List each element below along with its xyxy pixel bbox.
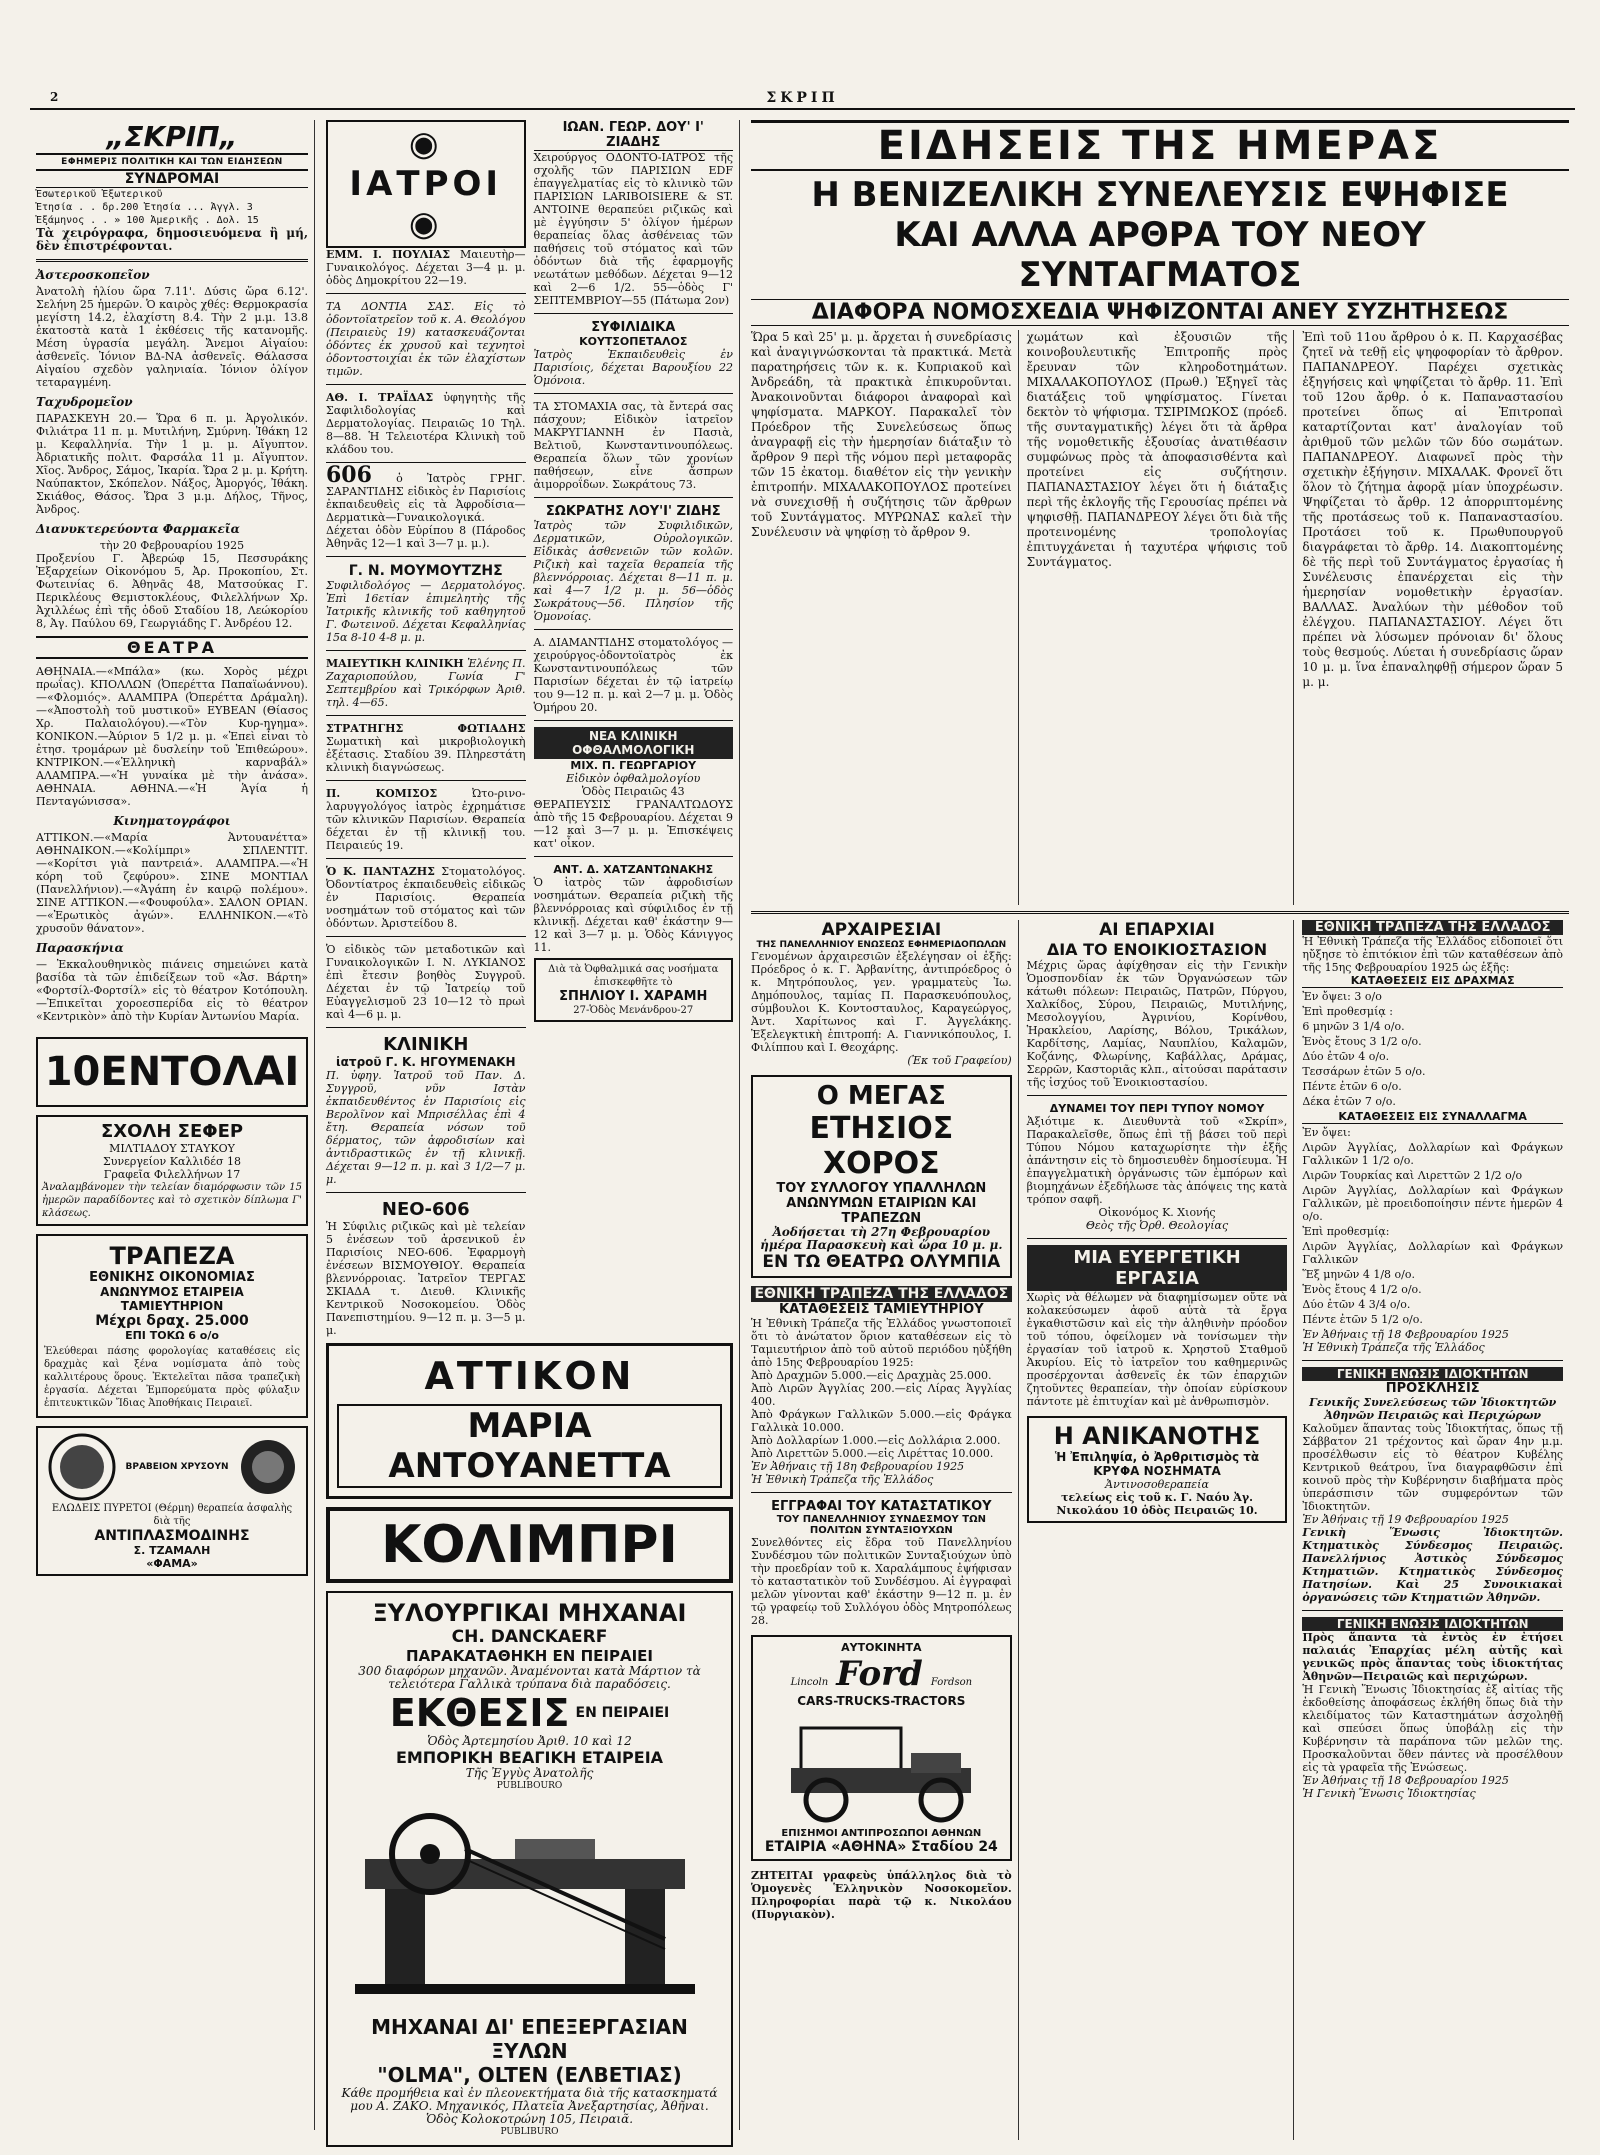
syphilis-title: ΣΥΦΙΛΙΔΙΚΑ	[591, 320, 676, 335]
ad-ball	[751, 1075, 1012, 1278]
newspaper-page	[30, 90, 1575, 2135]
doctor-name: ΙΩΑΝ. ΓΕΩΡ. ΔΟΥ' Ι' ΖΙΑΔΗΣ	[534, 120, 734, 151]
bank2-row: Δέκα ἐτῶν 7 ο/ο.	[1302, 1095, 1396, 1108]
ad-ford	[751, 1635, 1012, 1861]
bank2-fx-row: Λιρῶν Ἀγγλίας, Δολλαρίων καὶ Φράγκων Γαλλικῶν	[1302, 1240, 1564, 1266]
news-subhead: ΚΑΙ ΑΛΛΑ ΑΡΘΡΑ ΤΟΥ ΝΕΟΥ ΣΥΝΤΑΓΜΑΤΟΣ	[894, 215, 1426, 295]
bank-notice-title: ΕΘΝΙΚΗ ΤΡΑΠΕΖΑ ΤΗΣ ΕΛΛΑΔΟΣ	[751, 1286, 1012, 1302]
subscriptions-table	[36, 188, 308, 227]
bank-line: Μέχρι δραχ. 25.000	[95, 1313, 249, 1329]
doctor-name: ΣΤΡΑΤΗΓΗΣ ΦΩΤΙΑΔΗΣ	[326, 722, 526, 735]
exhibition-addr: Ὁδὸς Ἀρτεμησίου Ἀριθ. 10 καὶ 12	[427, 1734, 632, 1748]
school-title: ΣΧΟΛΗ ΣΕΦΕΡ	[100, 1121, 244, 1142]
bank2-row: Ἑνὸς ἔτους 3 1/2 ο/ο.	[1302, 1035, 1422, 1048]
exhibition-where: ΕΝ ΠΕΙΡΑΙΕΙ	[575, 1705, 670, 1721]
ball-line: Ο ΜΕΓΑΣ	[816, 1081, 946, 1111]
doctor-name: Ὁ Κ. ΠΑΝΤΑΖΗΣ	[326, 865, 435, 878]
doctor-text: Ἰατρὸς τῶν Συφιλιδικῶν, Δερματικῶν, Οὐρολογικῶν. Εἰδικὰς ἀσθενειῶν τῶν κολῶν. Ριζικὴ καὶ ταχεῖα θεραπεία τῆς βλεννόρροιας. Δέχεται 8—11 π. μ. καὶ 4—7 1/2 μ. μ. 56—ὁδὸς Σωκράτους—56. Πλησίον τῆς Ὁμονοίας.	[533, 519, 733, 623]
quinine-text: ΕΛΩΔΕΙΣ ΠΥΡΕΤΟΙ (Θέρμη) θεραπεία ἀσφαλὴς διὰ τῆς	[51, 1503, 293, 1527]
school-line: Συνεργείον Καλλιδέσ 18	[103, 1155, 241, 1168]
owners2-date: Ἐν Ἀθήναις τῇ 18 Φεβρουαρίου 1925	[1302, 1774, 1509, 1787]
agency-mark: PUBLIBURO	[500, 2127, 559, 2137]
doctor-text: Χειρούργος ΟΔΟΝΤΟ-ΙΑΤΡΟΣ τῆς σχολῆς τῶν ΠΑΡΙΣΙΩΝ EDF ἐπαγγελματίας εἰς τὸ κλινικὸ τῶν ΠΑΡΙΣΙΩΝ LARIBOISIERE & ST. ANTOINE θεραπεύει ριζικῶς καὶ μὲ ἐγγύησιν 5' ὀλίγον ἡμέρων θεραπείας ὅλας ἀσθένειας τῶν παθήσεις τοῦ στόματος καὶ τῶν ὀδόντων διὰ τῆς ἐφαρμογῆς νεωτάτων μεθόδων. Δέχεται 9—12 καὶ 2—6 1/2. 55—ὁδὸς Γ' ΣΕΠΤΕΜΒΡΙΟΥ—55 (Πάτωμα 2ον)	[533, 151, 733, 307]
registration-sub: ΤΟΥ ΠΑΝΕΛΛΗΝΙΟΥ ΣΥΝΔΕΣΜΟΥ ΤΩΝ ΠΟΛΙΤΩΝ ΣΥΝΤΑΞΙΟΥΧΩΝ	[776, 1514, 986, 1536]
elections-source: (Ἐκ τοῦ Γραφείου)	[907, 1054, 1012, 1067]
cinemas-text: ΑΤΤΙΚΟΝ.—«Μαρία Ἀντουανέττα» ΑΘΗΝΑΙΚΟΝ.—«Κολίμπρι» ΣΠΛΕΝΤΙΤ.—«Κορίτσι γιὰ παντρειά». ΑΛΑΜΠΡΑ.—«Ἡ κόρη τοῦ ζεφύρου». ΣΙΝΕ ΜΟΝΤΙΑΛ (Πανελλήνιον).—«Ἀγάπη ἐν καιρῷ πολέμου». ΣΙΝΕ ΑΤΤΙΚΟΝ.—«Φουφούλα». ΣΑΛΟΝ ΟΡΙΑΝ.—«Ἐρωτικὸς ἀγών». ΕΛΛΗΝΙΚΟΝ.—«Τὸ χρυσοῦν θάνατον».	[36, 831, 308, 935]
incapacity-sub: Ἡ Ἐπιληψία, ὁ Ἀρθριτισμὸς τὰ ΚΡΥΦΑ ΝΟΣΗΜΑΤΑ	[1054, 1450, 1260, 1478]
section-backstage: Παρασκήνια	[36, 941, 124, 955]
owners-sub2: Γενικῆς Συνελεύσεως τῶν Ἰδιοκτητῶν Ἀθηνῶν Πειραιῶς καὶ Περιχώρων	[1309, 1396, 1557, 1422]
provinces-title: ΑΙ ΕΠΑΡΧΙΑΙ	[1099, 920, 1215, 940]
elections-title: ΑΡΧΑΙΡΕΣΙΑΙ	[821, 920, 942, 940]
ad-ten-commandments: 10ΕΝΤΟΛΑΙ	[36, 1037, 308, 1107]
attikon-title: ΑΤΤΙΚΟΝ	[424, 1354, 635, 1398]
owners-sub: ΠΡΟΣΚΛΗΣΙΣ	[1385, 1381, 1480, 1396]
ad-quinine	[36, 1426, 308, 1576]
elections-text: Γενομένων ἀρχαιρεσιῶν ἐξελέγησαν οἱ ἑξῆς: Πρόεδρος ὁ κ. Γ. Ἀρβανίτης, ἀντιπρόεδρος ὁ κ. Μητρόπουλος, γεν. γραμματεὺς Ἰω. Δημόπουλος, ταμίας Π. Παρασκευόπουλος, σύμβουλοι Κ. Κοντοσταυλος, Καραγεώργος, Ἀντ. Χαρίτωνος καὶ Γ. Ἀγγελάκης. Ἐξελεγκτικὴ ἐπιτροπή: Α. Γιαννικόπουλος, Ι. Φιλίππου καὶ Ι. Θεοχάρης.	[751, 950, 1012, 1054]
ford-fordson: Fordson	[930, 1677, 973, 1688]
ball-line: ΕΝ ΤΩ ΘΕΑΤΡΩ ΟΛΥΜΠΙΑ	[762, 1252, 1001, 1272]
subs-row: Ἑξάμηνος . . » 100 Ἀμερικῆς . Δολ. 15	[36, 215, 259, 226]
doctor-name: ΕΜΜ. Ι. ΠΟΥΛΙΑΣ	[326, 248, 450, 261]
school-line: ΜΙΛΤΙΑΔΟΥ ΣΤΑΥΚΟΥ	[109, 1142, 235, 1155]
exhibition-company: ΕΜΠΟΡΙΚΗ ΒΕΑΓΙΚΗ ΕΤΑΙΡΕΙΑ	[395, 1748, 664, 1767]
column-news	[745, 120, 1575, 2130]
incapacity-sub2: Ἀντινοσοθεραπεία	[1105, 1478, 1209, 1491]
subs-row: Ἐτησία . . δρ.200 Ἐτησία ... Ἀγγλ. 3	[36, 202, 253, 213]
machines2-title: ΜΗΧΑΝΑΙ ΔΙ' ΕΠΕΞΕΡΓΑΣΙΑΝ ΞΥΛΩΝ	[371, 2015, 688, 2063]
eye-clinic-name: ΜΙΧ. Π. ΓΕΩΡΓΑΡΙΟΥ	[570, 759, 697, 772]
ford-top: ΑΥΤΟΚΙΝΗΤΑ	[841, 1641, 922, 1654]
eye-icon: ◉	[408, 204, 443, 244]
medal-icon	[47, 1432, 117, 1502]
optician-addr: 27-Ὁδὸς Μενάνδρου-27	[573, 1005, 694, 1016]
bank-line: ΕΠΙ ΤΟΚΩ 6 ο/ο	[125, 1329, 219, 1342]
bank2-row: 6 μηνῶν 3 1/4 ο/ο.	[1302, 1020, 1405, 1033]
bank-line: ΤΑΜΙΕΥΤΗΡΙΟΝ	[120, 1299, 224, 1313]
bank-notice-row: Ἀπὸ Λιρῶν Ἀγγλίας 200.—εἰς Λίρας Ἀγγλίας 400.	[751, 1382, 1012, 1408]
section-post: Ταχυδρομεῖον	[36, 395, 133, 409]
bank-notice-row: Ἀπὸ Δολλαρίων 1.000.—εἰς Δολλάρια 2.000.	[751, 1434, 1001, 1447]
ford-sub: CARS-TRUCKS-TRACTORS	[797, 1694, 966, 1708]
ad-attikon	[326, 1343, 733, 1499]
ad-kolimpri: ΚΟΛΙΜΠΡΙ	[326, 1507, 733, 1583]
incapacity-title: Η ΑΝΙΚΑΝΟΤΗΣ	[1053, 1422, 1261, 1450]
optician-line: Διὰ τὰ Ὀφθαλμικά σας νοσήματα	[548, 964, 719, 975]
news-subhead: ΔΙΑΦΟΡΑ ΝΟΜΟΣΧΕΔΙΑ ΨΗΦΙΖΟΝΤΑΙ ΑΝΕΥ ΣΥΖΗΤΗΣΕΩΣ	[751, 299, 1569, 326]
wanted-ad: ΖΗΤΕΙΤΑΙ γραφεὺς ὑπάλληλος διὰ τὸ Ὁμογενὲς Ἑλληνικὸν Νοσοκομεῖον. Πληροφορίαι παρὰ τῷ κ. Νικολάου (Πυργιακὸν).	[751, 1869, 1012, 1921]
bank-notice-date: Ἐν Ἀθήναις τῇ 18η Φεβρουαρίου 1925	[751, 1460, 965, 1473]
bank-title: ΤΡΑΠΕΖΑ	[109, 1242, 235, 1270]
page-number: 2	[50, 90, 63, 104]
pharmacies-date: τὴν 20 Φεβρουαρίου 1925	[99, 539, 245, 552]
doctor-name: ΜΑΙΕΥΤΙΚΗ ΚΛΙΝΙΚΗ	[326, 657, 464, 670]
subscriptions-note: Τὰ χειρόγραφα, δημοσιευόμενα ἢ μή, δὲν ἐπιστρέφονται.	[36, 226, 308, 253]
news-subhead: Η ΒΕΝΙΖΕΛΙΚΗ ΣΥΝΕΛΕΥΣΙΣ ΕΨΗΦΙΣΕ	[811, 175, 1509, 215]
section-observatory: Ἀστεροσκοπεῖον	[36, 268, 150, 282]
award-label: ΒΡΑΒΕΙΟΝ ΧΡΥΣΟΥΝ	[125, 1462, 229, 1472]
machines2-text: Κάθε προμήθεια καὶ ἐν πλεονεκτήματα διὰ τῆς κατασκηματά μου Α. ΖΑΚΟ. Μηχανικός, Πλατεῖα Ἀνεξαρτησίας, Ἀθῆναι. Ὁδὸς Κολοκοτρώνη 105, Πειραιᾶ.	[341, 2086, 718, 2126]
bank-notice-sign: Ἡ Ἐθνικὴ Τράπεζα τῆς Ἑλλάδος	[751, 1473, 934, 1486]
bank-notice-row: Ἀπὸ Φράγκων Γαλλικῶν 5.000.—εἰς Φράγκα Γαλλικὰ 10.000.	[751, 1408, 1012, 1434]
doctor-name: 606	[326, 462, 372, 488]
section-pharmacies: Διανυκτερεύοντα Φαρμακεῖα	[36, 522, 240, 536]
doctor-name: ΣΩΚΡΑΤΗΣ ΛΟΥ'Ι' ΖΙΔΗΣ	[545, 504, 721, 519]
bank2-row: Τεσσάρων ἐτῶν 5 ο/ο.	[1302, 1065, 1426, 1078]
section-theatres: ΘΕΑΤΡΑ	[36, 636, 308, 659]
provinces-text: Μέχρις ὥρας ἀφίχθησαν εἰς τὴν Γενικὴν Ὁμοσπονδίαν ἐκ τῶν Ὀργανώσεων τῶν κάτωθι πόλεων: Πειραιῶς, Πατρῶν, Πύργου, Χαλκίδος, Σύρου, Πειραιῶς, Μυτιλήνης, Μεσολογγίου, Ἀγρινίου, Κορίνθου, Ἡρακλείου, Λαρίσης, Βόλου, Τρικάλων, Καρδίτσης, Λαμίας, Ναυπλίου, Καλαμῶν, Κοζάνης, Φλωρίνης, Καβάλλας, Δράμας, Σερρῶν, Καστοριᾶς κλπ., αἰτούσαι παράτασιν τῆς ἰσχύος τοῦ Ἐνοικιοστασίου.	[1026, 959, 1288, 1089]
bank2-title: ΕΘΝΙΚΗ ΤΡΑΠΕΖΑ ΤΗΣ ΕΛΛΑΔΟΣ	[1302, 920, 1563, 935]
press-law-sign2: Θεὸς τῆς Ὀρθ. Θεολογίας	[1085, 1219, 1229, 1232]
medal-icon	[238, 1437, 298, 1497]
column-middle	[320, 120, 740, 2137]
machines-text: 300 διαφόρων μηχανῶν. Ἀναμένονται κατὰ Μάρτιον τὰ τελειότερα Γαλλικὰ τρύπανα διὰ παραδόσεις.	[358, 1664, 701, 1691]
running-header	[30, 90, 1575, 110]
bank2-fx-row: Ἐν ὄψει:	[1302, 1126, 1351, 1139]
owners-title: ΓΕΝΙΚΗ ΕΝΩΣΙΣ ΙΔΙΟΚΤΗΤΩΝ	[1302, 1367, 1563, 1381]
bank-subtitle: ΕΘΝΙΚΗΣ ΟΙΚΟΝΟΜΙΑΣ	[89, 1270, 255, 1285]
theatres-text: ΑΘΗΝΑΙΑ.—«Μπάλα» (κω. Χορὸς μέχρι πρωΐας). ΚΠΟΛΛΩΝ (Ὀπερέττα Παπαϊωάννου).—«Φλομιός». ΑΛΑΜΠΡΑ (Ὀπερέττα Δράμαλη).—«Ἀποστολὴ τοῦ μυστικοῦ» ΕΥΒΕΑΝ (Θίασος Χρ. Παλαιολόγου).—«Τὸν Κυρ-ηγημα». ΚΟΝΙΚΟΝ.—Ἀύριον 5 1/2 μ. μ. «Ἐπεὶ εἶναι τὸ ἐτησ. τρομάρων μὲ δυσλείην τοῦ Ἐπιθεώρου». ΚΝΤΡΙΚΟΝ.—«Ἑλληνικὴ καρναβάλ» ΑΛΑΜΠΡΑ.—«Ἡ γυναίκα μὲ τὴν ἀνάσα». ΑΘΗΝΑΙΑ. ΑΘΗΝΑ.—«Ἡ Ἁγία ἡ Πενταγώνισσα».	[36, 665, 308, 808]
column-left	[30, 120, 315, 2130]
syphilis-text: Ἰατρὸς Ἐκπαιδευθεὶς ἐν Παρισίοις, δέχεται Βαρουξίου 22 Ὁμόνοια.	[533, 348, 733, 387]
bank2-fx-row: Ἐπὶ προθεσμίᾳ:	[1302, 1225, 1390, 1238]
agency-mark: PUBLIBOURO	[496, 1781, 563, 1791]
stomach-text: ΤΑ ΣΤΟΜΑΧΙΑ σας, τὰ ἔντερά σας πάσχουν; Εἰδικὸν ἰατρεῖον ΜΑΚΡΥΓΙΑΝΝΗ ἐν Πασιὰ, Βελτιοῦ, Κωνσταντινουπόλεως. Θεραπεία ὅλων τῶν χρονίων παθήσεων, εἶνε ἄσπρων ἀιμορροΐδων. Σωκράτους 73.	[533, 400, 733, 491]
news-column: Ἐπὶ τοῦ 11ου ἄρθρου ὁ κ. Π. Καρχασέβας ζητεῖ νὰ τεθῇ εἰς ψηφοφορίαν τὸ ἄρθρον. ΠΑΠΑΝΔΡΕΟΥ. Παρέχει σχετικὰς ἐξηγήσεις καὶ ψηφίζεται τὸ ἄρθρ. 11. Ἐπὶ τοῦ 12ου ἄρθρ. ὁ κ. Παπαναστασίου προτείνει ὅπως αἱ Ἐπιτροπαὶ καταρτίζονται κατ' ἀναλογίαν τοῦ ἀριθμοῦ τῶν μελῶν τῶν δύο σωμάτων. ΠΑΠΑΝΔΡΕΟΥ. Διαφωνεῖ πρὸς τὴν σχετικὴν ἐξήγησιν. ΜΙΧΑΛΑΚ. Φρονεῖ ὅτι ὅλον τὸ ζήτημα ἀφορᾷ μίαν ὑποχρέωσιν. Ψηφίζεται τὸ ἄρθρ. 12 ἀπορριπτομένης τῆς προτάσεως τοῦ κ. Παπαναστασίου. Προτάσει τοῦ κ. Πρωθυπουργοῦ διαγράφεται τὸ ἄρθρ. 14. Διακοπτομένης δὲ τῆς περὶ τοῦ Συντάγματος ἐργασίας ἡ Συνέλευσις ἐπανέρχεται εἰς τὴν ἡμερησίαν νομοθετικὴν ἐργασίαν. ΒΑΛΛΑΣ. Ἀναλύων τὴν μέθοδον τοῦ ἐλέγχου. ΠΑΠΑΝΑΣΤΑΣΙΟΥ. Λέγει ὅτι πρέπει νὰ λύσωμεν πρόνοιαν δι' ὅλους τοὺς θεσμούς. Λύεται ἡ συνεδρίασις ὥραν 10 μ. μ. ἵνα ἐπαναληφθῇ σήμερον ὥραν 5 μ. μ.	[1302, 330, 1564, 689]
bank2-fx-row: Δύο ἐτῶν 4 3/4 ο/ο.	[1302, 1298, 1411, 1311]
ford-logo: Ford	[836, 1654, 923, 1694]
exhibition-company-sub: Τῆς Ἐγγὺς Ἀνατολῆς	[465, 1766, 594, 1780]
school-line: Γραφεῖα Φιλελλήνων 17	[103, 1168, 241, 1181]
doctor-text: ὑφηγητὴς τῆς Σαφιλιδολογίας καὶ Δερματολογίας. Πειραιῶς 10 Τηλ. 8—88. Ἡ Τελειοτέρα Κλινικὴ τοῦ κλάδου του.	[326, 391, 526, 456]
pharmacies-text: Προξενίου Γ. Ἀβερώφ 15, Πεσσυράκης Ἐξαρχείων Οἰκονόμου 5, Ἀρ. Προκοπίου, Στ. Φωτεινίας 6. Ἀθηνᾶς 48, Ματσούκας Γ. Περικλέους Θεμιστοκλέους, Φιλελλήνων Χρ. Ἀχιλλέως ἐπὶ τῆς ὁδοῦ Σταδίου 18, Λεώκορίου 8, Ἀγ. Παύλου 69, Γεωργιάδης Γ. Ἀνδρέου 12.	[36, 552, 308, 630]
ad-incapacity	[1027, 1416, 1288, 1523]
school-text: Ἀναλαμβάνομεν τὴν τελείαν διαμόρφωσιν τῶν 15 ἡμερῶν παραδίδοντες καὶ τὸ σχετικὸν δίπλωμα Γ' κλάσεως.	[42, 1182, 302, 1219]
eye-clinic-title: ΝΕΑ ΚΛΙΝΙΚΗ ΟΦΘΑΛΜΟΛΟΓΙΚΗ	[534, 727, 734, 759]
owners-date: Ἐν Ἀθήναις τῇ 19 Φεβρουαρίου 1925	[1302, 1513, 1509, 1526]
lathe-machine-icon	[335, 1799, 725, 2009]
ad-bank-economy	[36, 1234, 308, 1418]
doctor-name: ΑΝΤ. Δ. ΧΑΤΖΑΝΤΩΝΑΚΗΣ	[553, 863, 714, 876]
backstage-text: — Ἐκκαλουθηνικὸς πιάνεις σημειώνει κατὰ βασίδα τὰ τῶν ἐπιδείξεων τοῦ «Ἀσ. Βάρτη» «Φορτσίλ-Φορτσίλ» εἰς τὸ θέατρον Κοτόπουλη. —Ἐπικεῖται χοροεσπερίδα εἰς τὸ θέατρον «Κεντρικὸν» ἀπὸ τὴν Κυρίαν Ἀντωνίου Μαρία.	[36, 958, 308, 1023]
bank2-date: Ἐν Ἀθήναις τῇ 18 Φεβρουαρίου 1925	[1302, 1328, 1509, 1341]
quinine-name: ΑΝΤΙΠΛΑΣΜΟΔΙΝΗΣ	[94, 1528, 250, 1544]
bank2-row: Δύο ἐτῶν 4 ο/ο.	[1302, 1050, 1390, 1063]
neo606-text: Ἡ Σύφιλις ριζικῶς καὶ μὲ τελείαν 5 ἐνέσεων τοῦ ἀρσενικοῦ ἐν Παρισίοις ΝΕΟ-606. Ἐφαρμογὴ ἐνέσεων ΒΙΣΜΟΥΘΙΟΥ. Θεραπεία βλεννόρροιας. Ἰατρεῖον ΤΕΡΓΑΣ ΣΚΙΑΔΑ τ. Διευθ. Κλινικῆς Κεντρικοῦ Νοσοκομείου. Ὁδὸς Πανεπιστημίου. 9—12 π. μ. 3—5 μ. μ.	[326, 1220, 526, 1337]
bank2-fx-row: Ἕξ μηνῶν 4 1/8 ο/ο.	[1302, 1268, 1416, 1281]
optician-line: ἐπισκεφθῆτε τὸ	[593, 977, 673, 988]
doctor-text: Μαιευτὴρ—Γυναικολόγος. Δέχεται 3—4 μ. μ. ὁδὸς Δημοκρίτου 22—19.	[326, 248, 526, 287]
eye-clinic-sub: Εἰδικὸν ὀφθαλμολογίου	[566, 772, 701, 785]
registration-text: Συνελθόντες εἰς ἔδρα τοῦ Πανελληνίου Συνδέσμου τῶν πολιτικῶν Συνταξιούχων ὑπὸ τὴν προεδρίαν τοῦ κ. Χαραλάμπους ἐψήφισαν τὸ καταστατικὸν τοῦ Συνδέσμου. Αἱ ἐγγραφαὶ μελῶν γίνονται καθ' ἑκάστην 9—12 π. μ. ἐν τῷ γραφείῳ τοῦ Συλλόγου ὁδὸς Μητροπόλεως 28.	[751, 1536, 1012, 1627]
ball-line: ΕΤΗΣΙΟΣ ΧΟΡΟΣ	[809, 1111, 954, 1181]
clinic-name: ἰατροῦ Γ. Κ. ΗΓΟΥΜΕΝΑΚΗ	[335, 1055, 516, 1069]
bank2-fx-row: Λιρῶν Ἀγγλίας, Δολλαρίων καὶ Φράγκων Γαλλικῶν, μὲ προειδοποίησιν πέντε ἡμερῶν 4 ο/ο.	[1302, 1184, 1564, 1223]
bank2-row: Ἐπὶ προθεσμίᾳ :	[1302, 1005, 1394, 1018]
bank2-fx-row: Πέντε ἐτῶν 5 1/2 ο/ο.	[1302, 1313, 1423, 1326]
registration-title: ΕΓΓΡΑΦΑΙ ΤΟΥ ΚΑΤΑΣΤΑΤΙΚΟΥ	[771, 1499, 992, 1514]
exhibition-title: ΕΚΘΕΣΙΣ	[389, 1691, 570, 1735]
eye-icon: ◉	[408, 124, 443, 164]
bank2-fx-row: Λιρῶν Ἀγγλίας, Δολλαρίων καὶ Φράγκων Γαλλικῶν 1 1/2 ο/ο.	[1302, 1141, 1564, 1167]
post-text: ΠΑΡΑΣΚΕΥΗ 20.— Ὥρα 6 π. μ. Ἀργολικόν. Φιλιάτρα 11 π. μ. Μυτιλήνη, Σμύρνη. Ἰθάκη 12 μ. Κεφαλληνία. Τὴν 1 μ. μ. Αἴγυπτον. Ἀδριατικῆς πολιτ. Φαρσάλα 11 μ. Αἴγυπτον. Χῖος. Ἄνδρος, Σάμος, Ἰκαρία. Ὥρα 2 μ. μ. Κρήτη. Ναύπακτον, Σκόπελον. Νάξος, Ἀμοργός, Ἰθάκη. Σκιάθος, Θάσος. Ὥρα 3 μ.μ. Δήλος, Τῆνος, Ἀνδρος.	[36, 412, 308, 516]
bank2-fx-title: ΚΑΤΑΘΕΣΕΙΣ ΕΙΣ ΣΥΝΑΛΛΑΓΜΑ	[1302, 1110, 1563, 1124]
owners-text: Καλοῦμεν ἅπαντας τοὺς Ἰδιοκτήτας, ὅπως τῇ Σάββατον 21 τρέχοντος καὶ ὥραν 4ην μ.μ. προσέλθωσιν εἰς τὸ θέατρον Κυβέλης Κεντρικοῦ θεάτρου, ἵνα διαγραφθῶσιν ἐπὶ κοινοῦ πρὸς τὴν Κυβέρνησιν διαβήματα πρὸς ὑπεράσπισιν τῶν συμφερόντων τῶν Ἰδιοκτητῶν.	[1302, 1422, 1564, 1513]
owners2-sign: Ἡ Γενικὴ Ἕνωσις Ἰδιοκτησίας	[1302, 1787, 1476, 1800]
doctor-text: Ἑλένης Π. Ζαχαριοπούλου, Γωνία Γ' Σεπτεμβρίου καὶ Τρικόρφων Ἀριθ. τηλ. 4—65.	[326, 657, 526, 709]
ford-lincoln: Lincoln	[790, 1677, 829, 1688]
doctors-banner	[326, 120, 526, 248]
bank-line: ΑΝΩΝΥΜΟΣ ΕΤΑΙΡΕΙΑ	[100, 1285, 244, 1299]
press-law-text: Ἀξιότιμε κ. Διευθυντὰ τοῦ «Σκρίπ», Παρακαλεῖσθε, ὅπως ἐπὶ τῇ βάσει τοῦ περὶ Τύπου Νόμου καταχωρίσητε τὴν ἑξῆς ἀπάντησιν εἰς τὸ δημοσιευθὲν δημοσίευμα. Ἡ ἐπαγγελματικὴ ὀργάνωσις τῶν ἐμπόρων καὶ βιομηχάνων ἐξεδήλωσε τὰς ἀπόψεις της κατὰ τρόπον σαφῆ.	[1026, 1115, 1288, 1206]
doctor-text: Ὁ ἰατρὸς τῶν ἀφροδισίων νοσημάτων. Θεραπεία ριζικὴ τῆς βλεννόρροιας καὶ σύφιλιδος ἐν τῇ κλινικῇ. Δέχεται καθ' ἑκάστην 9—12 καὶ 3—7 μ. μ. Ὁδὸς Κάνιγγος 11.	[533, 876, 733, 954]
bank2-fx-row: Λιρῶν Τουρκίας καὶ Λιρεττῶν 2 1/2 ο/ο	[1302, 1169, 1523, 1182]
ball-line: ΤΟΥ ΣΥΛΛΟΓΟΥ ΥΠΑΛΛΗΛΩΝ	[776, 1181, 987, 1196]
doctor-name: Π. ΚΟΜΙΣΟΣ	[326, 787, 438, 800]
subs-row: Ἐσωτερικοῦ Ἐξωτερικοῦ	[36, 189, 163, 200]
bank2-row: Ἐν ὄψει: 3 ο/ο	[1302, 990, 1382, 1003]
neo606-title: ΝΕΟ-606	[381, 1199, 470, 1220]
bank2-text: Ἡ Ἐθνικὴ Τράπεζα τῆς Ἑλλάδος εἰδοποιεῖ ὅτι ηὔξησε τὸ ἐπιτόκιον ἐπὶ τῶν καταθέσεων ἀπὸ τῆς 15ης Φεβρουαρίου 1925 ὡς ἑξῆς:	[1302, 935, 1564, 974]
press-law-title: ΔΥΝΑΜΕΙ ΤΟΥ ΠΕΡΙ ΤΥΠΟΥ ΝΟΜΟΥ	[1049, 1102, 1265, 1115]
doctor-name: ΑΘ. Ι. ΤΡΑΪΔΑΣ	[326, 391, 434, 404]
machines-sub: ΠΑΡΑΚΑΤΑΘΗΚΗ ΕΝ ΠΕΙΡΑΙΕΙ	[406, 1647, 653, 1665]
work-title: ΜΙΑ ΕΥΕΡΓΕΤΙΚΗ ΕΡΓΑΣΙΑ	[1027, 1245, 1288, 1291]
bank2-fx-row: Ἑνὸς ἔτους 4 1/2 ο/ο.	[1302, 1283, 1422, 1296]
doctor-text: Στοματολόγος. Ὀδοντίατρος ἐκπαιδευθεὶς εἰδικῶς ἐν Παρισίοις. Θεραπεία νοσημάτων τοῦ στόματος καὶ τῶν ὀδόντων. Ἀριστείδου 8.	[326, 865, 526, 930]
doctor-text: ὁ Ἰατρὸς ΓΡΗΓ. ΣΑΡΑΝΤΙΔΗΣ εἰδικὸς ἐν Παρισίοις ἐκπαιδευθεὶς εἰς τὰ Ἀφροδίσια—Δερματικὰ—Γυναικολογικά. Δέχεται ὁδὸν Εὐρίπου 8 (Πάροδος Ἀθηνᾶς 12—1 καὶ 3—7 μ. μ.).	[326, 472, 526, 550]
machines-title: ΞΥΛΟΥΡΓΙΚΑΙ ΜΗΧΑΝΑΙ	[372, 1599, 687, 1627]
provinces-title: ΔΙΑ ΤΟ ΕΝΟΙΚΙΟΣΤΑΣΙΟΝ	[1046, 940, 1268, 959]
clinic-title: ΚΛΙΝΙΚΗ	[383, 1034, 469, 1055]
owners2-sub: Πρὸς ἅπαντα τὰ ἐντὸς ἐν ἐτήσει παλαιάς Ἐπαρχίας μέλη αὐτῆς καὶ γενικῶς πρὸς ἅπαντας τοὺς ἰδιοκτήτας Ἀθηνῶν—Πειραιῶς καὶ περιχώρων.	[1302, 1631, 1564, 1683]
weather-text: Ἀνατολὴ ἡλίου ὥρα 7.11'. Δύσις ὥρα 6.12'. Σελήνη 25 ἡμερῶν. Ὁ καιρὸς χθές: Θερμοκρασία μεγίστη 14.2, ἐλαχίστη 8.4. Τὴν 2 μ.μ. 13.8 ἐκατοστὰ κατὰ 1 ἐκθέσεις τῆς κατανομῆς. Μέση ὑγρασία μεγάλη. Ἄνεμοι Αἰγαίου: ἀσθενεῖς. Ἰόνιον ΒΔ-ΝΑ ἀσθενεῖς. Θάλασσα Αἰγαίου σχεδὸν γαληνιαία. Ἰόνιον ὀλίγον τεταραγμένη.	[36, 285, 308, 389]
elections-sub: ΤΗΣ ΠΑΝΕΛΛΗΝΙΟΥ ΕΝΩΣΕΩΣ ΕΦΗΜΕΡΙΔΟΠΩΛΩΝ	[756, 940, 1007, 950]
subscriptions-title: ΣΥΝΔΡΟΜΑΙ	[36, 169, 308, 188]
quinine-maker: Σ. ΤΖΑΜΑΛΗ	[133, 1544, 211, 1557]
syphilis-name: ΚΟΥΤΣΟΠΕΤΑΛΟΣ	[579, 335, 688, 348]
bank2-dr-title: ΚΑΤΑΘΕΣΕΙΣ ΕΙΣ ΔΡΑΧΜΑΣ	[1302, 974, 1563, 988]
owners2-text: Ἡ Γενικὴ Ἕνωσις Ἰδιοκτησίας ἐξ αἰτίας τῆς ἐκδοθείσης ἀποφάσεως ἐκλήθη ὅπως διὰ τὴν κλειδίματος τῶν Καταστημάτων ἀσχοληθῇ καὶ σπεύσει ὅπως ὑποβάλῃ εἰς τὴν Κυβέρνησιν τὰ παράπονα τῶν μελῶν της. Προσκαλοῦνται ὅθεν πάντες νὰ προσέλθουν εἰς τὰ γραφεῖα τῆς Ἑνώσεως.	[1302, 1683, 1564, 1774]
paper-subtitle: ΕΦΗΜΕΡΙΣ ΠΟΛΙΤΙΚΗ ΚΑΙ ΤΩΝ ΕΙΔΗΣΕΩΝ	[61, 157, 283, 167]
doctors-banner-text: ΙΑΤΡΟΙ	[349, 164, 503, 204]
ad-machines	[326, 1591, 733, 2147]
running-title: ΣΚΡΙΠ	[766, 90, 839, 106]
ad-optician	[534, 958, 734, 1022]
ad-school	[36, 1115, 308, 1226]
bank-text: Ἐλεύθεραι πάσης φορολογίας καταθέσεις εἰς δραχμὰς καὶ ξένα νομίσματα ἀπὸ τοὺς καλλιτέρους ὅρους. Ἐκτελεῖται πᾶσα τραπεζικὴ ἐργασία. Δέχεται Ἐμπορεύματα πρὸς φύλαξιν ἐπιτευκτικῶν Ἴδιας Ἀποθήκαις Πειραιεῖ.	[44, 1346, 300, 1409]
doctor-text: Ὁ εἰδικὸς τῶν μεταδοτικῶν καὶ Γυναικολογικῶν Ι. Ν. ΛΥΚΙΑΝΟΣ ἐπὶ ἔτεσιν βοηθὸς Συγγροῦ. Δέχεται ἐν τῷ Ἰατρείῳ τοῦ Εὐαγγελισμοῦ 23 10—12 τὸ πρωὶ καὶ 4—6 μ. μ.	[326, 943, 526, 1021]
news-column: χωμάτων καὶ ἐξουσιῶν τῆς κοινοβουλευτικῆς Ἐπιτροπῆς πρὸς ἔρευναν τῶν κληροδοτημάτων. ΜΙΧΑΛΑΚΟΠΟΥΛΟΣ (Πρωθ.) Ἐξηγεῖ τὰς διατάξεις τοῦ ψηφίσματος. Γίνεται δεκτὸν τὸ ψήφισμα. ΤΣΙΡΙΜΩΚΟΣ (πρόεδ. τῆς συνταγματικῆς) λέγει ὅτι τὰ ἄρθρα τῆς νομοθετικῆς ἐξουσίας ἀνατιθέασιν συμφώνως πρὸς τὰ ἀποφασισθέντα καὶ προτείνει εἰς συζήτησιν. ΠΑΠΑΝΑΣΤΑΣΙΟΥ λέγει ὅτι ἡ διάταξις περὶ τῆς ἐκλογῆς τῆς Γερουσίας πρέπει νὰ ψηφισθῇ. ΠΑΠΑΝΔΡΕΟΥ λέγει ὅτι διὰ τῆς προτεινομένης τροπολογίας ἐπιτυγχάνεται ἡ ταχυτέρα ψήφισις τοῦ Συντάγματος.	[1027, 330, 1295, 905]
press-law-sign: Οἰκονόμος Κ. Χιονής	[1098, 1206, 1216, 1219]
attikon-film: ΜΑΡΙΑ ΑΝΤΟΥΑΝΕΤΤΑ	[337, 1404, 722, 1488]
ball-line: Ἀοδήσεται τὴ 27η Φεβρουαρίου ἡμέρα Παρασκευὴ καὶ ὥρα 10 μ. μ.	[760, 1225, 1003, 1252]
paper-title: „ΣΚΡΙΠ„	[36, 120, 308, 155]
ford-agent: ΕΠΙΣΗΜΟΙ ΑΝΤΙΠΡΟΣΩΠΟΙ ΑΘΗΝΩΝ	[781, 1828, 982, 1839]
owners2-title: ΓΕΝΙΚΗ ΕΝΩΣΙΣ ΙΔΙΟΚΤΗΤΩΝ	[1302, 1617, 1563, 1631]
doctor-text: Σωματικὴ καὶ μικροβιολογικὴ ἐξέτασις. Σταδίου 39. Πληρεστάτη κλινικὴ διαγνώσεως.	[326, 735, 526, 774]
bank-notice-row: Ἀπὸ Δραχμῶν 5.000.—εἰς Δραχμὰς 25.000.	[751, 1369, 992, 1382]
bank2-sign: Ἡ Ἐθνικὴ Τράπεζα τῆς Ἑλλάδος	[1302, 1341, 1485, 1354]
bank-notice-row: Ἀπὸ Λιρεττῶν 5.000.—εἰς Λιρέττας 10.000.	[751, 1447, 994, 1460]
work-text: Χωρὶς νὰ θέλωμεν νὰ διαφημίσωμεν οὔτε νὰ κολακεύσωμεν ἀφοῦ αὐτὰ τὰ ἔργα ἐγκαθιστῶσιν καὶ εἰς τὴν ἀληθινὴν πρόοδον τοῦ τόπου, ὀφείλομεν νὰ τονίσωμεν τὴν ἐργασίαν τοῦ ἰατροῦ κ. Χρηστοῦ Σταθμοῦ Ἀκυρίου. Εἰς τὸ ἰατρεῖον του καθημερινῶς προσέρχονται ἀσθενεῖς ἐκ τῶν ἐπαρχιῶν ζητοῦντες θεραπείαν, τὴν ὁποίαν εὑρίσκουν πάντοτε μὲ ἐπιτυχίαν καὶ μὲ ἀνθρωπισμὸν.	[1026, 1291, 1288, 1408]
news-column: Ὥρα 5 καὶ 25' μ. μ. ἄρχεται ἡ συνεδρίασις καὶ ἀναγιγνώσκονται τὰ πρακτικά. Μετὰ παρατηρήσεις τῶν κ. κ. Κυπριακοῦ καὶ Ἀνδρεάδη, τὰ πρακτικὰ ἐπικυροῦνται. Ἀνακοινοῦνται διάφοροι ἀναφοραὶ καὶ ψηφίσματα. ΜΑΡΚΟΥ. Παρακαλεῖ τὸν Πρόεδρον τῆς Συνελεύσεως ὅπως ἀναγραφῇ εἰς τὴν ἡμερησίαν διάταξιν τὸ ἄρθρον 9 περὶ τῆς νόμου περὶ μεταφορᾶς τῶν 15 ἐκατομ. διαθέτον εἰς τὴν γενικὴν ἐπιτροπήν. ΜΙΧΑΛΑΚΟΠΟΥΛΟΣ προτείνει νὰ συνεχισθῇ ἡ συζήτησις τῶν ἄρθρων τοῦ Συντάγματος. ΜΥΡΩΝΑΣ καλεῖ τὴν Συνέλευσιν νὰ ψηφίσῃ τὸ ἄρθρον 9.	[751, 330, 1019, 905]
car-icon	[761, 1708, 1001, 1828]
owners-sign: Γενικὴ Ἕνωσις Ἰδιοκτητῶν. Κτηματικὸς Σύνδεσμος Πειραιῶς. Πανελλήνιος Ἀστικὸς Σύνδεσμος Κτηματιῶν. Κτηματικὸς Σύνδεσμος Πατησίων. Καὶ 25 Συνοικιακαὶ ὀργανώσεις τῶν Κτηματιῶν Ἀθηνῶν.	[1302, 1526, 1564, 1604]
section-cinemas: Κινηματογράφοι	[113, 814, 231, 828]
machines-maker: CH. DANCKAERF	[451, 1627, 608, 1647]
bank2-row: Πέντε ἐτῶν 6 ο/ο.	[1302, 1080, 1402, 1093]
news-headline: ΕΙΔΗΣΕΙΣ ΤΗΣ ΗΜΕΡΑΣ	[751, 120, 1569, 171]
incapacity-text: τελείως εἰς τοῦ κ. Γ. Ναόυ Ἀγ. Νικολάου 10 ὁδὸς Πειραιῶς 10.	[1056, 1491, 1258, 1517]
quinine-brand: «ΦΑΜΑ»	[146, 1557, 198, 1570]
car-illustration	[757, 1708, 1006, 1828]
machine-illustration	[334, 1799, 725, 2009]
optician-name: ΣΠΗΛΙΟΥ Ι. ΧΑΡΑΜΗ	[559, 989, 708, 1004]
bank-notice-sub: ΚΑΤΑΘΕΣΕΙΣ ΤΑΜΙΕΥΤΗΡΙΟΥ	[779, 1302, 984, 1317]
doctor-text: Α. ΔΙΑΜΑΝΤΙΔΗΣ στοματολόγος — χειρούργος-ὀδοντοϊατρὸς ἐκ Κωνσταντινουπόλεως τῶν Παρισίων δέχεται ἐν τῷ ἰατρείῳ του 9—12 π. μ. καὶ 2—7 μ. μ. Ὁδὸς Ὁμήρου 20.	[533, 636, 733, 714]
eye-clinic-addr: Ὁδὸς Πειραιῶς 43	[581, 785, 685, 798]
ford-company: ΕΤΑΙΡΙΑ «ΑΘΗΝΑ» Σταδίου 24	[764, 1839, 998, 1855]
bank-notice-text: Ἡ Ἐθνικὴ Τράπεζα τῆς Ἑλλάδος γνωστοποιεῖ ὅτι τὸ ἀνώτατον ὅριον καταθέσεων εἰς τὸ Ταμιευτήριον ἀπὸ τοῦ αὐτοῦ περιόδου ηὐξήθη ἀπὸ 15ης Φεβρουαρίου 1925:	[751, 1317, 1012, 1369]
ball-line: ΑΝΩΝΥΜΩΝ ΕΤΑΙΡΙΩΝ ΚΑΙ ΤΡΑΠΕΖΩΝ	[786, 1196, 977, 1226]
doctor-name: Γ. Ν. ΜΟΥΜΟΥΤΖΗΣ	[348, 563, 503, 579]
machines2-sub: "OLMA", OLTEN (ΕΛΒΕΤΙΑΣ)	[377, 2063, 682, 2087]
doctor-text: Ὠτο-ρινο-λαρυγγολόγος ἰατρὸς ἐχρημάτισε τῶν κλινικῶν Παρισίων. Θεραπεία δέχεται ἐν τῇ κλινικῇ του. Πειραιεύς 19.	[326, 787, 526, 852]
clinic-text: Π. ὑφηγ. Ἰατροῦ τοῦ Παν. Δ. Συγγροῦ, νῦν Ιστὰν ἐκπαιδευθέντος ἐν Παρισίοις εἰς Βερολῖνον καὶ Μπρισέλλας ἐπὶ 4 ἔτη. Θεραπεία νόσων τοῦ δέρματος, τῶν ἀφροδισίων καὶ ἀντιδραστικῶς ἐν τῇ κλινικῇ. Δέχεται 9—12 π. μ. καὶ 3 1/2—7 μ. μ.	[326, 1069, 526, 1186]
doctor-text: ΤΑ ΔΟΝΤΙΑ ΣΑΣ. Εἰς τὸ ὀδοντοϊατρεῖον τοῦ κ. Α. Θεολόγου (Πειραιεὺς 19) κατασκευάζονται ὀδόντες ἐκ χρυσοῦ καὶ τεχνητοὶ ὀδοντοστοιχίαι ἐκ τῶν ἐλαχίστων τιμῶν.	[326, 300, 526, 378]
eye-clinic-text: ΘΕΡΑΠΕΥΣΙΣ ΓΡΑΝΑΛΤΩΔΟΥΣ ἀπὸ τῆς 15 Φεβρουαρίου. Δέχεται 9—12 καὶ 3—7 μ. μ. Ἐπισκέψεις κατ' οἶκον.	[533, 798, 733, 850]
doctor-text: Συφιλιδολόγος — Δερματολόγος. Ἐπὶ 16ετίαν ἐπιμελητὴς τῆς Ἰατρικῆς κλινικῆς τοῦ καθηγητοῦ Γ. Φωτεινοῦ. Δέχεται Κεφαλληνίας 15α 8-10 4-8 μ. μ.	[326, 579, 526, 644]
